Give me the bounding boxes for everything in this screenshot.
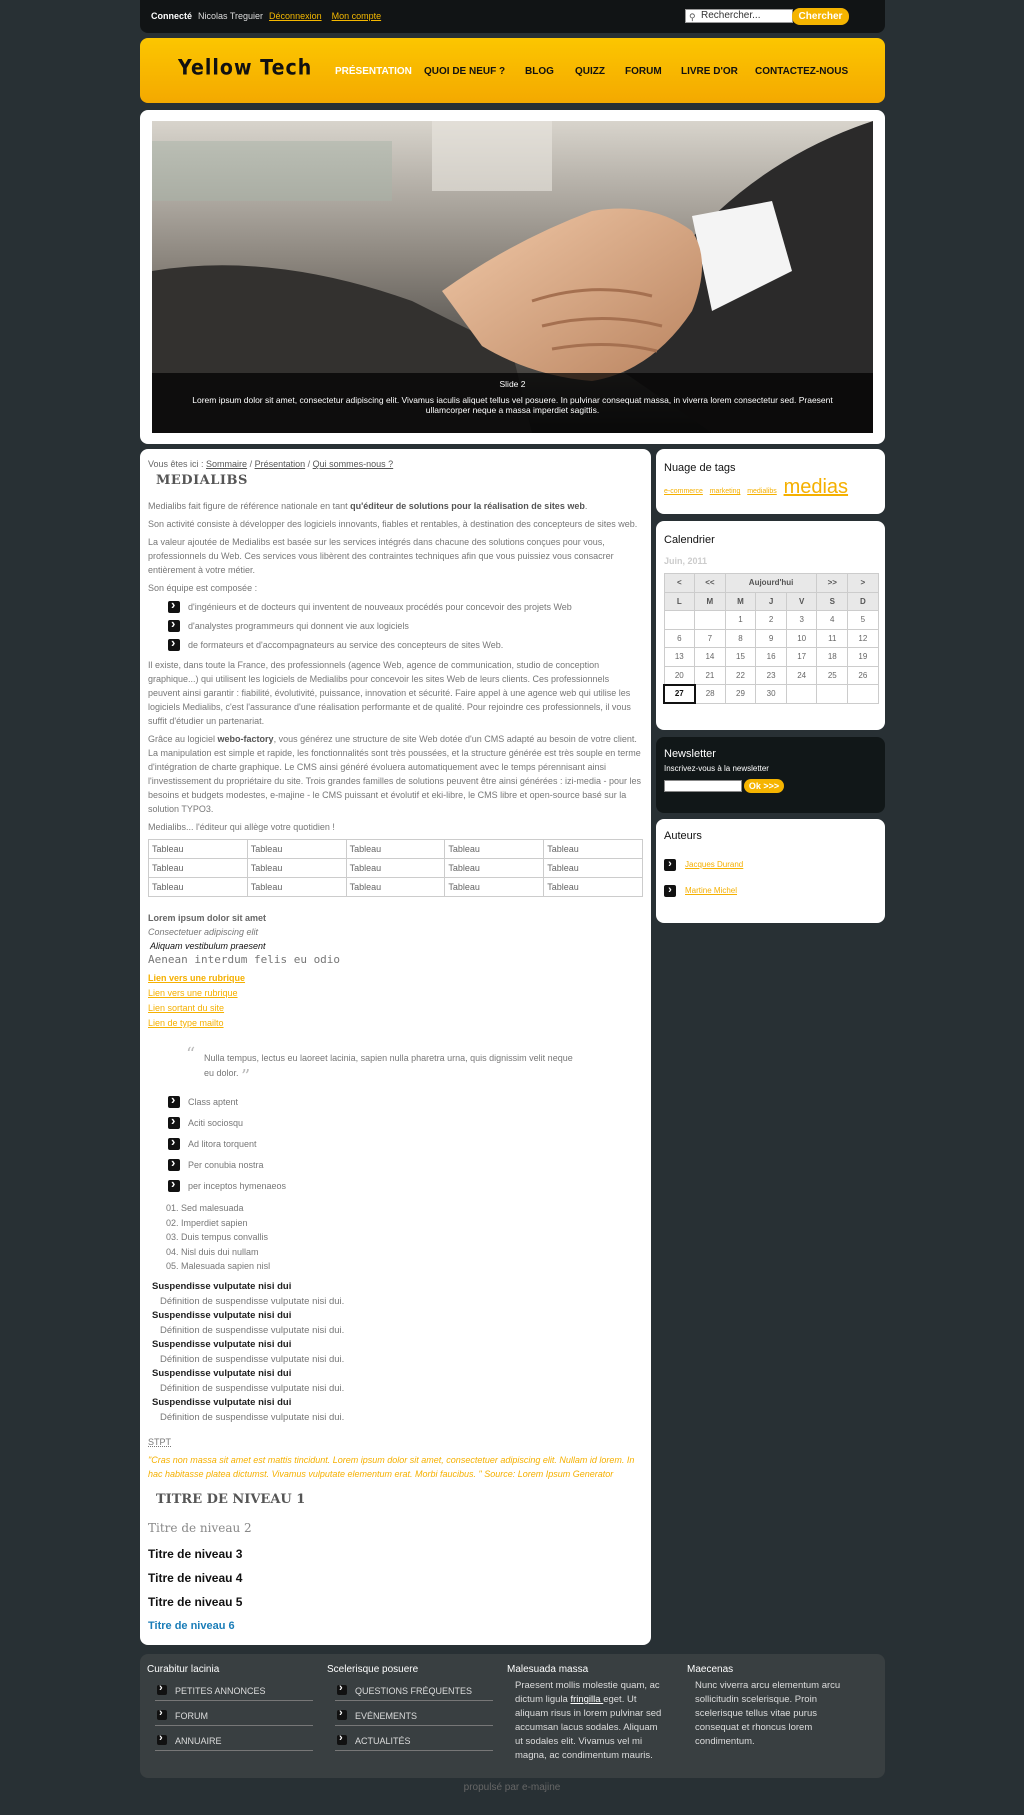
footer-col3-title: Malesuada massa — [507, 1664, 589, 1675]
quote-text: Nulla tempus, lectus eu laoreet lacinia, sapien nulla pharetra urna, quis dignissim velit neque eu dolor. — [204, 1053, 573, 1078]
tags-list — [664, 476, 848, 499]
abbreviation: STPT — [148, 1436, 172, 1447]
account-link[interactable]: Mon compte — [331, 11, 382, 21]
team-item: de formateurs et d'accompagnateurs au service des concepteurs de sites Web. › — [148, 639, 643, 652]
list-item: 02. Imperdiet sapien — [166, 1217, 248, 1228]
footer-col4-title: Maecenas — [687, 1664, 734, 1675]
dl-term: Suspendisse vulputate nisi dui — [152, 1309, 292, 1321]
tag-link[interactable]: medias — [783, 476, 849, 498]
link-rubrique-bold[interactable]: Lien vers une rubrique — [148, 973, 246, 983]
team-item: d'analystes programmeurs qui donnent vie aux logiciels › — [148, 620, 643, 633]
search-placeholder: Rechercher... — [701, 10, 761, 21]
newsletter-subtitle: Inscrivez-vous à la newsletter — [664, 764, 769, 773]
value-paragraph: La valeur ajoutée de Medialibs est basée sur les services intégrés dans chacune des solutions conçues pour vous, professionnels du Web. Ces services vous libèrent des contraintes techniques afin que vous puissiez vous consacrer entièrement à votre métier. — [148, 537, 614, 575]
dl-term: Suspendisse vulputate nisi dui — [152, 1338, 292, 1350]
cal-day[interactable]: 19 — [848, 648, 879, 667]
cal-prev-year-button[interactable]: << — [695, 574, 726, 593]
breadcrumb-sommaire[interactable]: Sommaire — [206, 459, 248, 469]
intro-bold: qu'éditeur de solutions pour la réalisation de sites web — [350, 501, 585, 511]
table-cell: Tableau — [247, 878, 346, 897]
webo-text-a: Grâce au logiciel — [148, 734, 218, 744]
footer-column-3 — [507, 1664, 667, 1763]
cal-day — [695, 611, 726, 630]
list-item: 03. Duis tempus convallis — [166, 1232, 269, 1242]
cal-day[interactable]: 2 — [756, 611, 787, 630]
footer-col4-text: Nunc viverra arcu elementum arcu sollicitudin scelerisque. Proin scelerisque tellus vitae purus consequat et rhoncus lorem condimentum. — [695, 1680, 841, 1747]
table-cell: Tableau — [544, 878, 643, 897]
cal-day[interactable]: 22 — [725, 666, 756, 685]
table-cell: Tableau — [544, 840, 643, 859]
cal-day — [786, 685, 817, 704]
cal-day[interactable]: 30 — [756, 685, 787, 704]
ordered-list — [148, 1201, 643, 1274]
nav-quizz[interactable]: QUIZZ — [575, 66, 605, 77]
footer-link[interactable]: QUESTIONS FRÉQUENTES › — [335, 1684, 493, 1701]
bullet-item: per inceptos hymenaeos › — [148, 1180, 643, 1193]
heading-4: Titre de niveau 4 — [148, 1570, 243, 1585]
author-link[interactable]: Jacques Durand — [685, 860, 744, 869]
cal-day[interactable]: 11 — [817, 629, 848, 648]
breadcrumb-prefix: Vous êtes ici : — [148, 459, 204, 469]
cal-next-button[interactable]: > — [848, 574, 879, 593]
cal-day[interactable]: 18 — [817, 648, 848, 667]
heading-6: Titre de niveau 6 — [148, 1619, 235, 1632]
table-cell: Tableau — [445, 859, 544, 878]
cal-day-name: D — [848, 592, 879, 611]
nav-contact[interactable]: CONTACTEZ-NOUS — [755, 66, 849, 77]
logout-link[interactable]: Déconnexion — [269, 11, 322, 21]
cal-day[interactable]: 29 — [725, 685, 756, 704]
heading-1: TITRE DE NIVEAU 1 — [156, 1491, 306, 1507]
cal-day[interactable]: 1 — [725, 611, 756, 630]
dl-def: Définition de suspendisse vulputate nisi dui. — [160, 1324, 345, 1336]
team-item: d'ingénieurs et de docteurs qui inventent de nouveaux procédés pour concevoir des projets Web › — [148, 601, 643, 614]
list-item: 04. Nisl duis dui nullam — [166, 1246, 259, 1257]
slide-image[interactable] — [152, 121, 873, 433]
footer-col1-title: Curabitur lacinia — [147, 1664, 220, 1675]
main-content — [140, 449, 651, 1645]
bullet-item: Aciti sociosqu › — [148, 1117, 643, 1130]
data-table — [148, 839, 643, 897]
cal-day-name: M — [725, 592, 756, 611]
table-cell: Tableau — [445, 878, 544, 897]
authors — [656, 819, 885, 923]
mono-sample: Aenean interdum felis eu odio — [148, 953, 341, 966]
table-cell: Tableau — [149, 878, 248, 897]
cal-day[interactable]: 14 — [695, 648, 726, 667]
calendar-month: Juin, 2011 — [664, 556, 708, 566]
footer-col3-text-b: eget. Ut aliquam risus in lorem pulvinar sed accumsan lacus sodales. Aliquam ut sodales elit. Vivamus vel mi magna, ac condimentum mauris. — [515, 1694, 662, 1761]
dl-term: Suspendisse vulputate nisi dui — [152, 1367, 292, 1379]
italic-dark-sample: Aliquam vestibulum praesent — [150, 941, 266, 951]
nav-forum[interactable]: FORUM — [625, 66, 662, 77]
blockquote — [186, 1044, 583, 1087]
cal-day[interactable]: 23 — [756, 666, 787, 685]
table-cell: Tableau — [247, 859, 346, 878]
cal-day[interactable]: 6 — [664, 629, 695, 648]
search-input[interactable] — [685, 9, 793, 23]
footer-column-4 — [687, 1664, 847, 1749]
nav-livre-dor[interactable]: LIVRE D'OR — [681, 66, 738, 77]
nav-blog[interactable]: BLOG — [525, 66, 554, 77]
cal-day-name: L — [664, 592, 695, 611]
header — [140, 38, 885, 103]
footer-column-2 — [327, 1664, 493, 1759]
definition-list — [148, 1280, 643, 1425]
breadcrumb: Vous êtes ici : Sommaire / Présentation / Qui sommes-nous ? — [148, 459, 394, 469]
dl-def: Définition de suspendisse vulputate nisi dui. — [160, 1382, 345, 1394]
tag-cloud — [656, 449, 885, 514]
footer-link[interactable]: ANNUAIRE › — [155, 1734, 313, 1751]
footer-link[interactable]: PETITES ANNONCES › — [155, 1684, 313, 1701]
table-cell: Tableau — [346, 840, 445, 859]
newsletter-email-input[interactable] — [664, 780, 742, 792]
page-title: MEDIALIBS — [156, 473, 248, 488]
cal-today[interactable]: 27 — [664, 685, 695, 704]
citation: "Cras non massa sit amet est mattis tincidunt. Lorem ipsum dolor sit amet, consectetuer adipiscing elit. Nullam id lorem. In hac habitasse platea dictumst. Vivamus vulputate elementum erat. Morbi faucibus. " Source: Lorem Ipsum Generator — [148, 1454, 635, 1479]
link-mailto[interactable]: Lien de type mailto — [148, 1018, 224, 1028]
table-cell: Tableau — [247, 840, 346, 859]
dl-term: Suspendisse vulputate nisi dui — [152, 1280, 292, 1292]
table-cell: Tableau — [149, 859, 248, 878]
professionals-paragraph: Il existe, dans toute la France, des professionnels (agence Web, agence de communication, studio de conception graphique...) qui utilisent les logiciels de Medialibs pour concevoir les sites Web de leurs clients. Ces professionnels peuvent ainsi garantir : fiabilité, évolutivité, puissance, innovation et sécurité. Faire appel à une agence web qui utilise les logiciels Medialibs, c'est l'assurance d'une réalisation performante et de qualité. Pour rejoindre ces professionnels, il vous suffit d'étudier un partenariat. — [148, 660, 631, 726]
cal-day[interactable]: 7 — [695, 629, 726, 648]
link-external[interactable]: Lien sortant du site — [148, 1003, 225, 1013]
newsletter-title: Newsletter — [664, 748, 716, 760]
cal-day-name: V — [786, 592, 817, 611]
list-item: 05. Malesuada sapien nisl — [166, 1261, 271, 1271]
cal-day[interactable]: 15 — [725, 648, 756, 667]
cal-day[interactable]: 17 — [786, 648, 817, 667]
close-quote-icon: ” — [241, 1066, 251, 1087]
bullet-item: Per conubia nostra › — [148, 1159, 643, 1172]
breadcrumb-presentation[interactable]: Présentation — [254, 459, 306, 469]
webo-text-b: , vous générez une structure de site Web dotée d'un CMS adapté au besoin de votre client. La manipulation est simple et rapide, les fonctionnalités sont très poussées, et la structure générée est très souple en terme d'intégration de charte graphique. Le CMS ainsi généré évoluera automatiquement avec le temps pérennisant ainsi l'investissement du propriétaire du site. Trois grandes familles de solutions peuvent être ainsi générées : izi-media - pour les besoins et budgets modestes, e-majine - le CMS puissant et évolutif et eki-libre, le CMS libre et open-source basé sur la solution TYPO3. — [148, 734, 641, 814]
nav-presentation[interactable]: PRÉSENTATION — [335, 66, 412, 77]
calendar-title: Calendrier — [664, 534, 715, 546]
bullet-item: Class aptent › — [148, 1096, 643, 1109]
heading-2: Titre de niveau 2 — [148, 1520, 252, 1535]
intro-paragraph: Medialibs fait figure de référence nationale en tant qu'éditeur de solutions pour la réalisation de sites web. — [148, 501, 588, 511]
bold-sample: Lorem ipsum dolor sit amet — [148, 913, 267, 923]
cal-day[interactable]: 9 — [756, 629, 787, 648]
footer-col3-text-a: Praesent mollis molestie quam, ac dictum ligula — [515, 1680, 660, 1705]
cal-day-name: J — [756, 592, 787, 611]
cal-day[interactable]: 10 — [786, 629, 817, 648]
connected-label: Connecté — [151, 11, 193, 21]
dl-def: Définition de suspendisse vulputate nisi dui. — [160, 1411, 345, 1423]
footer-link[interactable]: FORUM › — [155, 1709, 313, 1726]
tagline: Medialibs... l'éditeur qui allège votre quotidien ! — [148, 822, 335, 832]
chevron-right-icon: › — [664, 859, 676, 871]
table-cell: Tableau — [544, 859, 643, 878]
italic-sample: Consectetuer adipiscing elit — [148, 927, 259, 937]
authors-title: Auteurs — [664, 830, 702, 842]
webo-paragraph — [148, 732, 643, 816]
tag-link[interactable]: marketing — [709, 488, 741, 495]
cal-day[interactable]: 25 — [817, 666, 848, 685]
dl-term: Suspendisse vulputate nisi dui — [152, 1396, 292, 1408]
cal-day-name: M — [695, 592, 726, 611]
footer — [140, 1654, 885, 1778]
calendar — [656, 521, 885, 730]
footer-link[interactable]: ACTUALITÉS › — [335, 1734, 493, 1751]
cal-next-year-button[interactable]: >> — [817, 574, 848, 593]
heading-5: Titre de niveau 5 — [148, 1594, 243, 1609]
logo[interactable]: Yellow Tech — [178, 55, 313, 81]
cal-day[interactable]: 4 — [817, 611, 848, 630]
cal-day[interactable]: 24 — [786, 666, 817, 685]
cal-day[interactable]: 26 — [848, 666, 879, 685]
link-rubrique[interactable]: Lien vers une rubrique — [148, 988, 238, 998]
footer-column-1 — [147, 1664, 313, 1759]
webo-bold: webo-factory — [217, 734, 274, 744]
breadcrumb-qui-sommes-nous[interactable]: Qui sommes-nous ? — [312, 459, 394, 469]
nav-quoi-de-neuf[interactable]: QUOI DE NEUF ? — [424, 66, 506, 77]
slide-title: Slide 2 — [499, 379, 526, 389]
author-link[interactable]: Martine Michel — [685, 886, 738, 895]
cal-day[interactable]: 3 — [786, 611, 817, 630]
cal-day[interactable]: 21 — [695, 666, 726, 685]
tag-link[interactable]: e-commerce — [664, 488, 703, 495]
user-status — [151, 11, 381, 21]
cal-day — [664, 611, 695, 630]
powered-by[interactable]: propulsé par e-majine — [463, 1782, 561, 1793]
slider — [140, 110, 885, 444]
table-cell: Tableau — [346, 878, 445, 897]
cal-prev-button[interactable]: < — [664, 574, 695, 593]
cal-day-name: S — [817, 592, 848, 611]
cal-day[interactable]: 20 — [664, 666, 695, 685]
dl-def: Définition de suspendisse vulputate nisi dui. — [160, 1353, 345, 1365]
table-cell: Tableau — [346, 859, 445, 878]
intro-text: Medialibs fait figure de référence nationale en tant — [148, 501, 351, 511]
table-cell: Tableau — [445, 840, 544, 859]
tag-link[interactable]: medialibs — [747, 488, 777, 495]
table-cell: Tableau — [149, 840, 248, 859]
cal-day — [848, 685, 879, 704]
open-quote-icon: “ — [186, 1044, 196, 1065]
tags-title: Nuage de tags — [664, 462, 736, 474]
dl-def: Définition de suspendisse vulputate nisi dui. — [160, 1295, 345, 1307]
bullet-item: Ad litora torquent › — [148, 1138, 643, 1151]
chevron-right-icon: › — [664, 885, 676, 897]
top-bar — [140, 0, 885, 33]
slide-text: Lorem ipsum dolor sit amet, consectetur adipiscing elit. Vivamus iaculis aliquet tellus vel posuere. In pulvinar consequat massa, in viverra lorem consectetur sed. Praesent ullamcorper neque a massa imperdiet sagittis. — [192, 395, 833, 415]
slide-caption — [152, 373, 873, 433]
footer-inline-link[interactable]: fringilla — [570, 1694, 604, 1705]
footer-col2-title: Scelerisque posuere — [327, 1664, 419, 1675]
list-item: 01. Sed malesuada — [166, 1203, 244, 1213]
footer-link[interactable]: EVÉNEMENTS › — [335, 1709, 493, 1726]
user-name: Nicolas Treguier — [198, 11, 264, 21]
cal-day[interactable]: 12 — [848, 629, 879, 648]
heading-3: Titre de niveau 3 — [148, 1546, 243, 1561]
newsletter-submit-button[interactable]: Ok >>> — [744, 779, 784, 793]
cal-today-button[interactable]: Aujourd'hui — [725, 574, 817, 593]
cal-day — [817, 685, 848, 704]
cal-day[interactable]: 28 — [695, 685, 726, 704]
calendar-grid — [663, 573, 879, 704]
search-button[interactable]: Chercher — [792, 8, 849, 25]
cal-day[interactable]: 16 — [756, 648, 787, 667]
search-icon: ⚲ — [689, 12, 696, 22]
newsletter — [656, 737, 885, 813]
footer-col3-text — [515, 1679, 667, 1763]
activity-paragraph: Son activité consiste à développer des logiciels innovants, fiables et rentables, à destination des concepteurs de sites web. — [148, 519, 638, 529]
team-intro: Son équipe est composée : — [148, 583, 258, 593]
cal-day[interactable]: 13 — [664, 648, 695, 667]
cal-day[interactable]: 5 — [848, 611, 879, 630]
cal-day[interactable]: 8 — [725, 629, 756, 648]
